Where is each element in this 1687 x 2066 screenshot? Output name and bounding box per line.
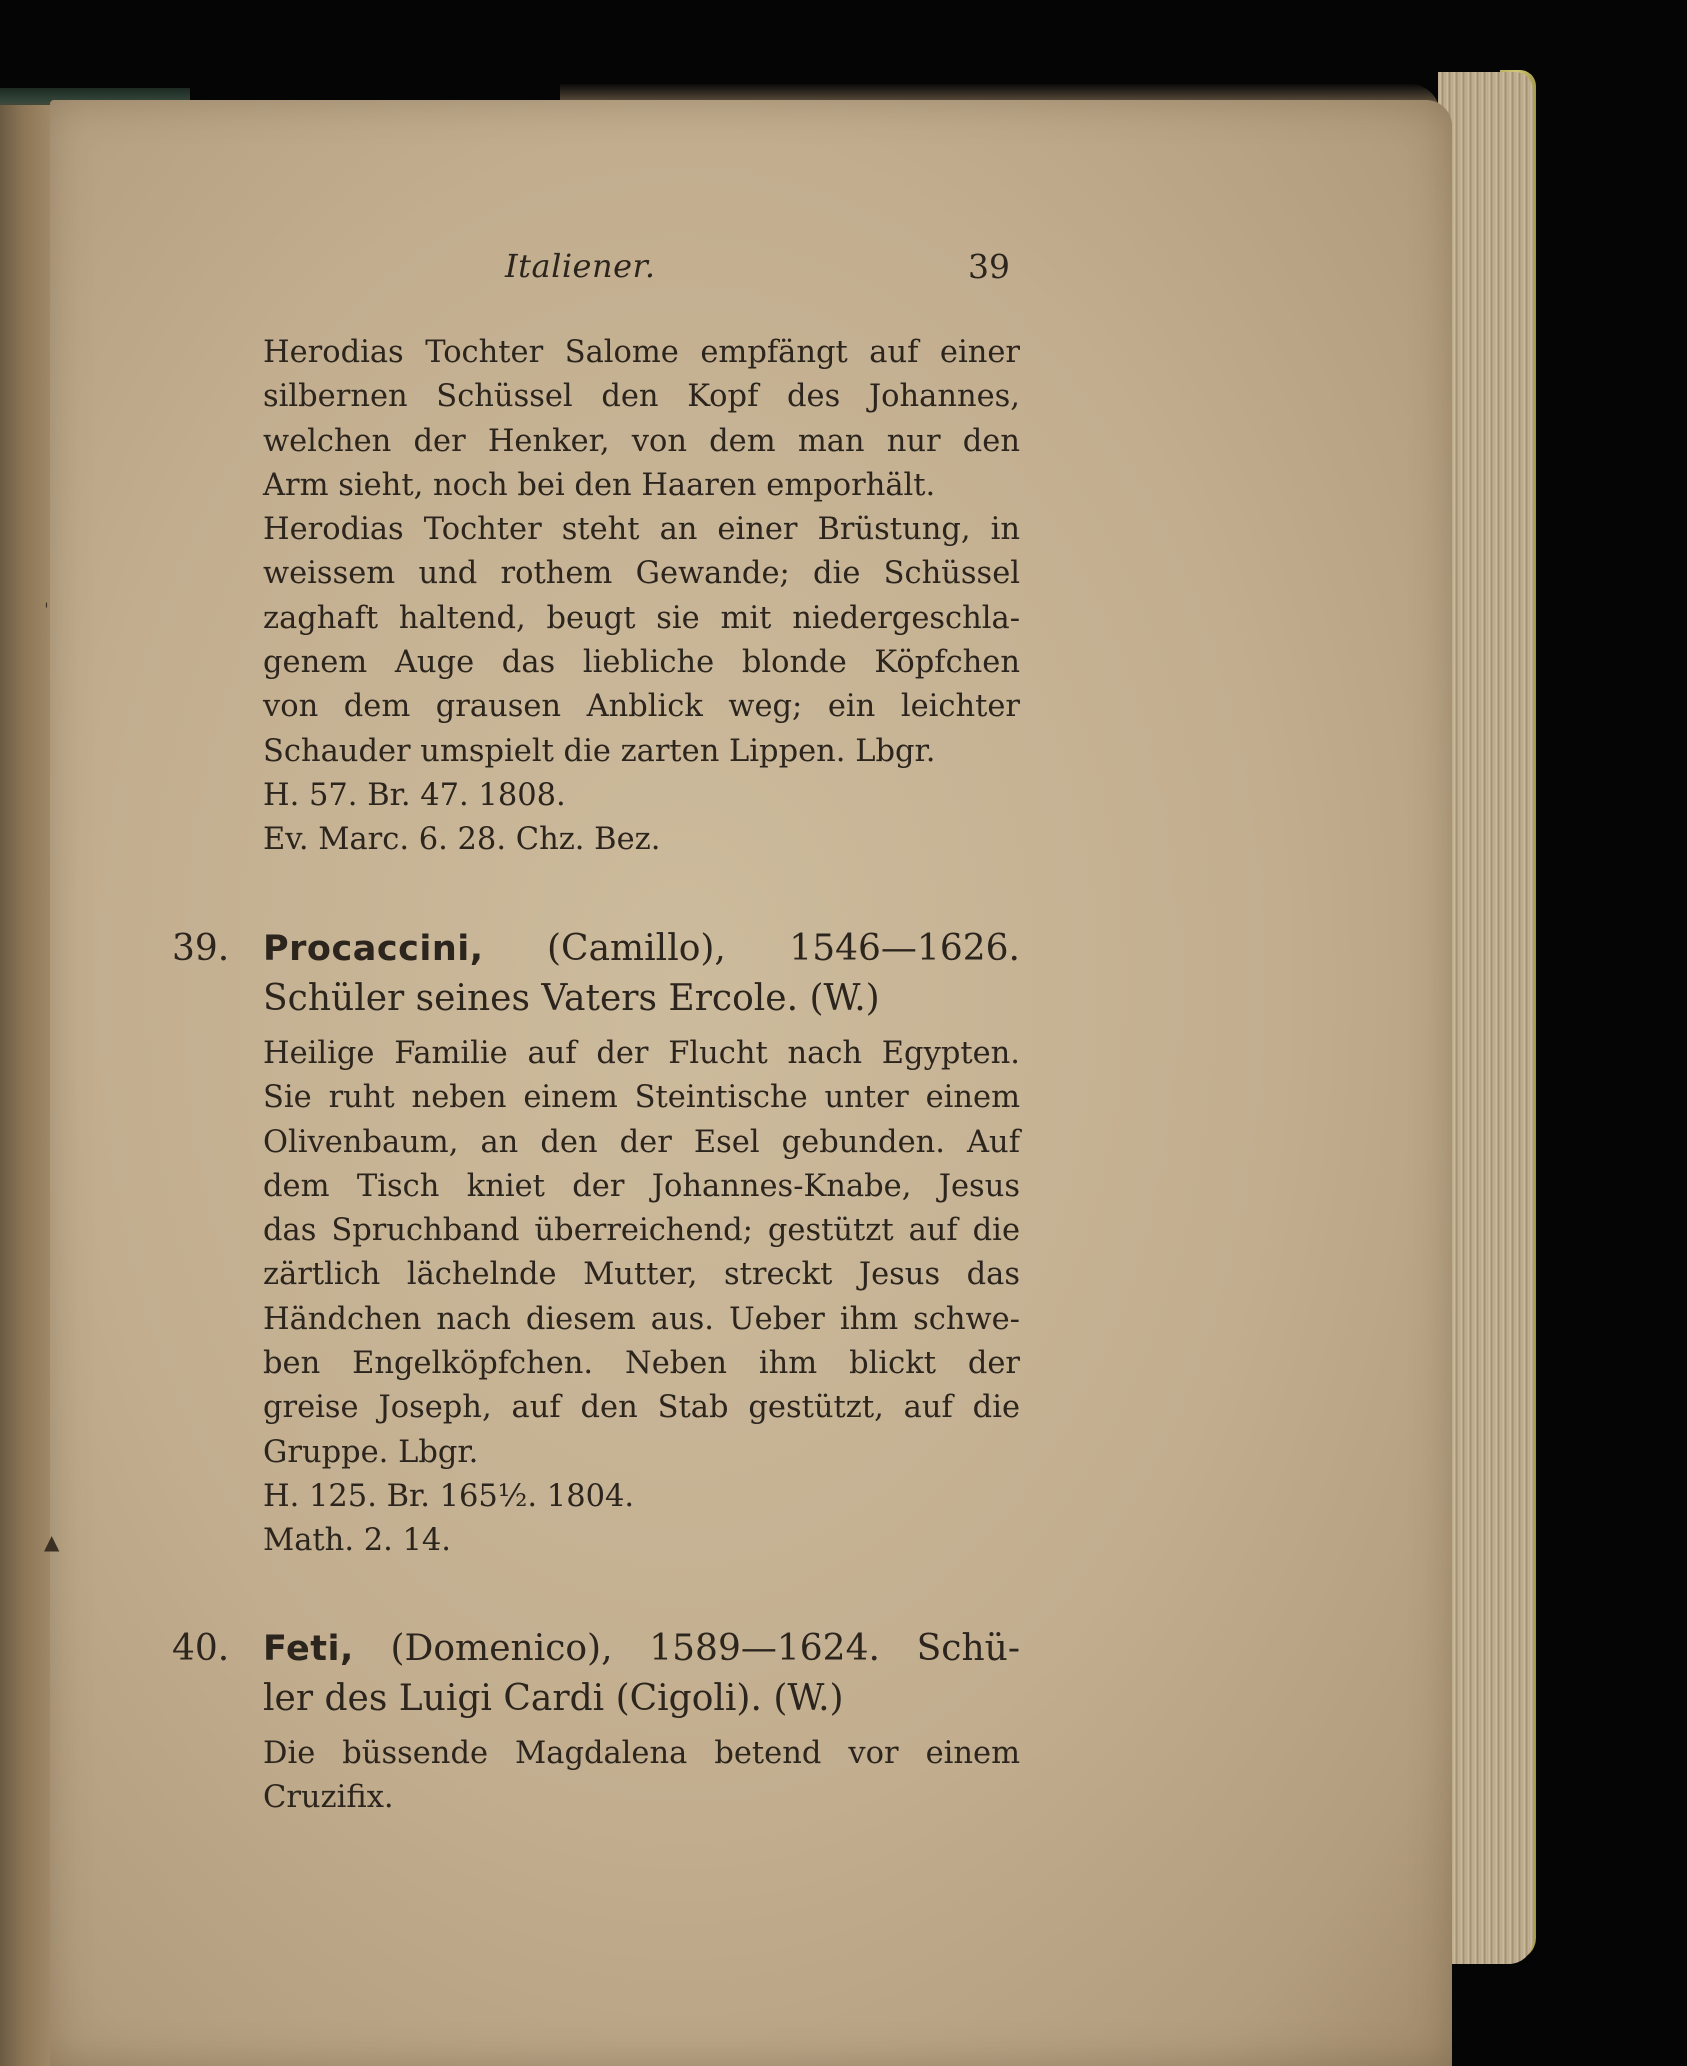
text-line: Herodias Tochter Salome empfängt auf einer xyxy=(263,335,1020,370)
left-page-edge xyxy=(0,105,55,2066)
entry-number: 39. xyxy=(172,928,230,969)
text-line: greise Joseph, auf den Stab gestützt, auf die xyxy=(263,1390,1020,1426)
text-line: genem Auge das liebliche blonde Köpfchen xyxy=(263,645,1020,681)
measurements: H. 57. Br. 47. 1808. xyxy=(263,777,566,813)
page-number: 39 xyxy=(968,247,1010,286)
entry-39 xyxy=(263,924,1020,1564)
reference: Math. 2. 14. xyxy=(263,1523,452,1559)
text-line: Cruzifix. xyxy=(263,1780,394,1816)
artist-dates: (Domenico), 1589—1624. Schü- xyxy=(353,1628,1020,1669)
artist-name: Procaccini, xyxy=(263,929,484,969)
entry-40 xyxy=(263,1624,1020,1821)
text-line: Sie ruht neben einem Steintische unter einem xyxy=(263,1080,1020,1116)
entry-heading-line2: Schüler seines Vaters Ercole. (W.) xyxy=(263,978,880,1019)
text-line: welchen der Henker, von dem man nur den xyxy=(263,423,1020,459)
text-line: Schauder umspielt die zarten Lippen. Lbgr. xyxy=(263,733,936,769)
text-line: Gruppe. Lbgr. xyxy=(263,1434,479,1470)
fore-edge-pages xyxy=(1438,72,1533,1964)
running-head-title: Italiener. xyxy=(505,247,656,285)
text-line: silbernen Schüssel den Kopf des Johannes, xyxy=(263,379,1020,415)
text-line: von dem grausen Anblick weg; ein leichter xyxy=(263,689,1020,725)
reference: Ev. Marc. 6. 28. Chz. Bez. xyxy=(263,822,661,858)
entry-heading-line2: ler des Luigi Cardi (Cigoli). (W.) xyxy=(263,1678,844,1719)
text-line: weissem und rothem Gewande; die Schüssel xyxy=(263,556,1020,592)
artist-name: Feti, xyxy=(263,1629,354,1669)
margin-mark: ˈ xyxy=(44,600,49,621)
text-line: Heilige Familie auf der Flucht nach Egypten. xyxy=(263,1036,1020,1071)
entry-heading xyxy=(263,924,1020,974)
margin-arrow-icon: ▲ xyxy=(44,1530,60,1554)
text-line: Händchen nach diesem aus. Ueber ihm schwe- xyxy=(263,1301,1020,1337)
text-line: Arm sieht, noch bei den Haaren emporhält. xyxy=(263,467,936,503)
text-line: zärtlich lächelnde Mutter, streckt Jesus das xyxy=(263,1257,1020,1293)
text-line: ben Engelköpfchen. Neben ihm blickt der xyxy=(263,1346,1020,1382)
text-line: das Spruchband überreichend; gestützt auf die xyxy=(263,1213,1020,1249)
text-line: Olivenbaum, an den der Esel gebunden. Auf xyxy=(263,1124,1020,1160)
entry-38-continued xyxy=(263,331,1020,863)
text-line: zaghaft haltend, beugt sie mit niedergeschla- xyxy=(263,600,1020,636)
artist-dates: (Camillo), 1546—1626. xyxy=(483,928,1020,969)
text-line: dem Tisch kniet der Johannes-Knabe, Jesus xyxy=(263,1168,1020,1204)
entry-heading xyxy=(263,1624,1020,1674)
measurements: H. 125. Br. 165½. 1804. xyxy=(263,1478,635,1514)
entry-number: 40. xyxy=(172,1628,230,1669)
text-line: Die büssende Magdalena betend vor einem xyxy=(263,1736,1020,1771)
text-line: Herodias Tochter steht an einer Brüstung, in xyxy=(263,512,1020,548)
